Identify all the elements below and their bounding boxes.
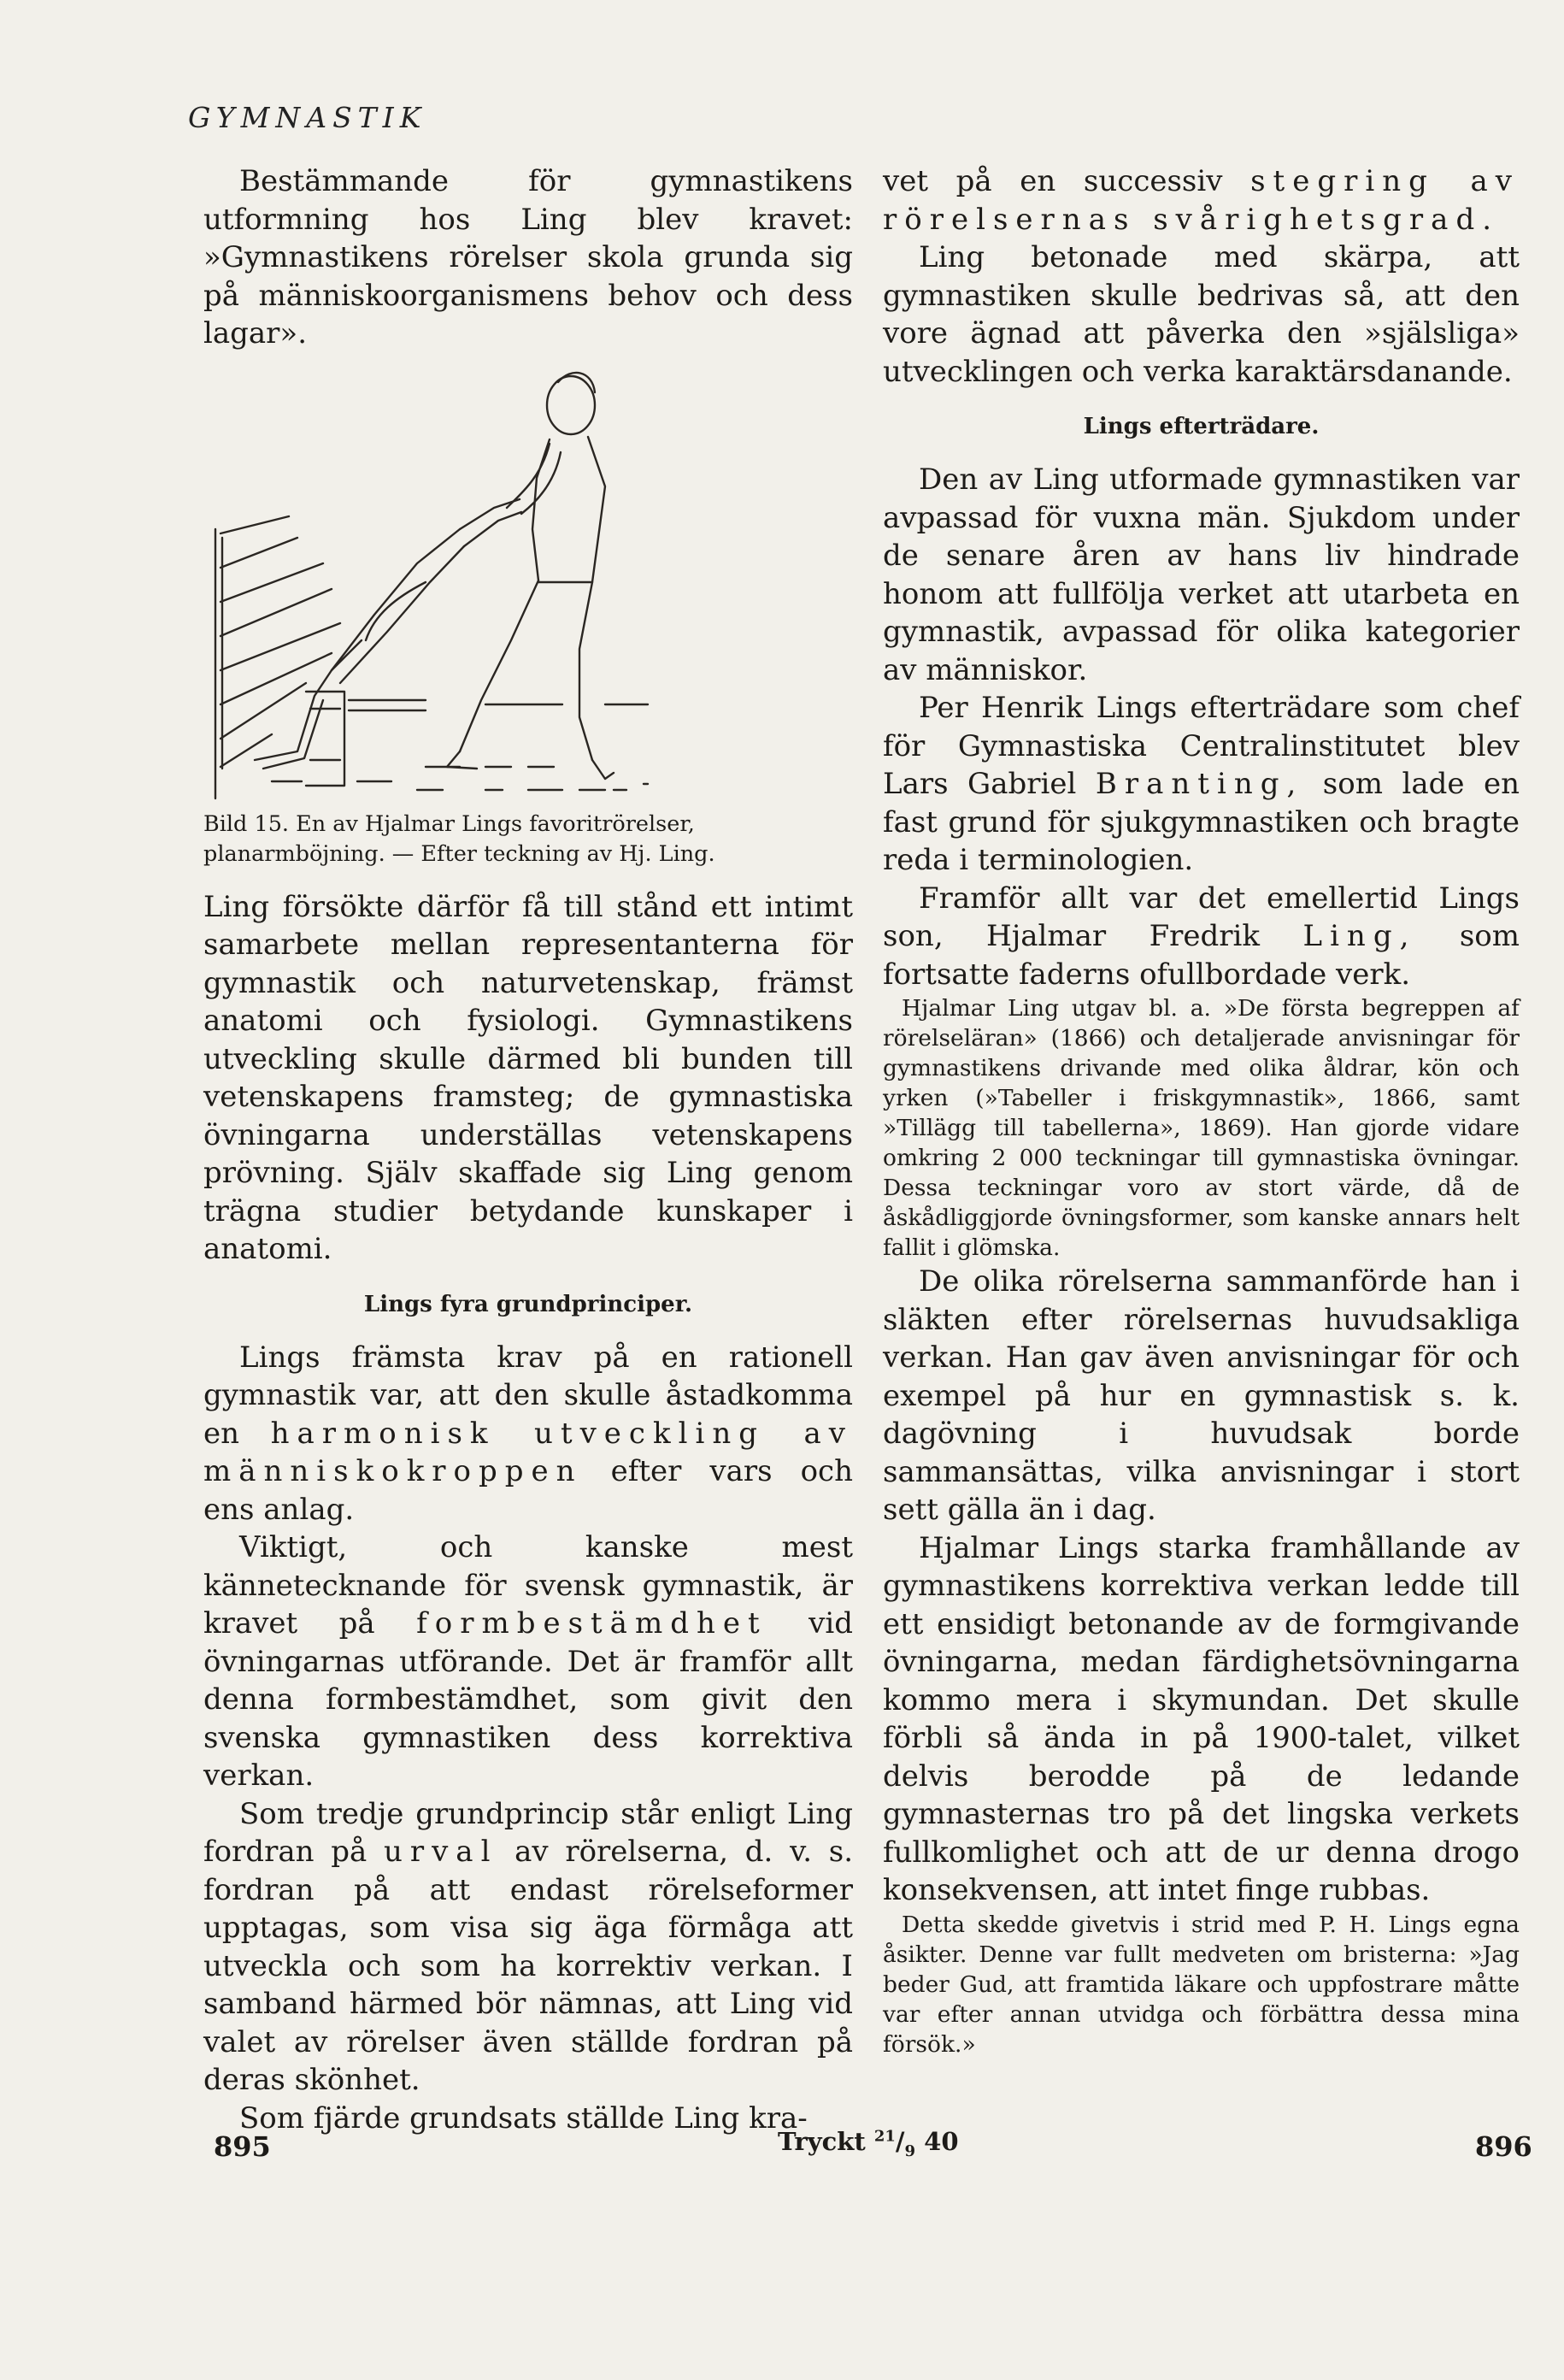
small-print-block-1 xyxy=(883,993,1520,1263)
print-label: Tryckt xyxy=(778,2127,866,2156)
text-span: som lade en fast grund för sjukgymnastiken och bragte reda i terminologien. xyxy=(883,767,1520,877)
spaced-emphasis: harmonisk utveckling av människokroppen xyxy=(203,1416,853,1488)
small-print-block-2 xyxy=(883,1910,1520,2059)
page-number-left: 895 xyxy=(214,2130,271,2163)
right-paragraph-6: De olika rörelserna sammanförde han i släkten efter rörelsernas huvudsakliga verkan. Han gav även anvisningar för och exempel på hur en gymnastisk s. k. dagövning i huvudsak borde sammansättas, vilka anvisningar i stort sett gälla än i dag. xyxy=(883,1264,1520,1527)
spaced-emphasis: formbestämdhet xyxy=(416,1606,767,1641)
text-span: som fortsatte faderns ofullbordade verk. xyxy=(883,919,1520,992)
right-paragraph-1 xyxy=(883,162,1520,239)
print-month: 9 xyxy=(904,2141,916,2160)
left-paragraph-4 xyxy=(203,1529,853,1795)
small-print-paragraph: Detta skedde givetvis i strid med P. H. Lings egna åsikter. Denne var fullt medveten om bristerna: »Jag beder Gud, att framtida läkare och uppfostrare måtte var efter annan utvidga och förbättra dessa mina försök.» xyxy=(883,1911,1520,2058)
spaced-emphasis: urval xyxy=(383,1835,498,1869)
figure-caption: Bild 15. En av Hjalmar Lings favoritrörelser, planarmböjning. — Efter teckning av Hj. Ling. xyxy=(203,810,715,867)
spaced-emphasis: stegring av rörelsernas svårighetsgrad. xyxy=(883,164,1520,237)
running-header: GYMNASTIK xyxy=(188,101,427,134)
spaced-emphasis: Ling, xyxy=(1302,919,1417,953)
left-paragraph-2: Ling försökte därför få till stånd ett intimt samarbete mellan representanterna för gymnastik och naturvetenskap, främst anatomi och fysiologi. Gymnastikens utveckling skulle därmed bli bunden till vetenskapens framsteg; de gymnastiska övningarna underställas vetenskapens prövning. Själv skaffade sig Ling genom trägna studier betydande kunskaper i anatomi. xyxy=(203,889,853,1266)
small-print-paragraph: Hjalmar Ling utgav bl. a. »De första begreppen af rörelseläran» (1866) och detaljerade anvisningar för gymnastikens drivande med olika åldrar, kön och yrken (»Tabeller i friskgymnastik», 1866, samt »Tillägg till tabellerna», 1869). Han gjorde vidare omkring 2 000 teckningar till gymnastiska övningar. Dessa teckningar voro av stort värde, då de åskådliggjorde övningsformer, som kanske annars helt fallit i glömska. xyxy=(883,995,1520,1261)
text-span: vid övningarnas utförande. Det är framför allt denna formbestämdhet, som givit den svenska gymnastiken dess korrektiva verkan. xyxy=(203,1606,854,1793)
right-paragraph-7: Hjalmar Lings starka framhållande av gymnastikens korrektiva verkan ledde till ett ensidigt betonande av de formgivande övningarna, medan färdighetsövningarna kommo mera i skymundan. Det skulle förbli så ända in på 1900-talet, vilket delvis berodde på de ledande gymnasternas tro på det lingska verkets fullkomlighet och att de ur denna drogo konsekvensen, att intet finge rubbas. xyxy=(883,1530,1520,1907)
text-span: Framför allt var det emellertid Lings son, Hjalmar Fredrik xyxy=(883,881,1520,953)
gymnastics-drawing-icon xyxy=(203,358,853,803)
right-column xyxy=(883,162,1520,2059)
text-span: Som tredje grundprincip står enligt Ling fordran på xyxy=(203,1796,853,1869)
text-span: Viktigt, och kanske mest kännetecknande för svensk gymnastik, är kravet på xyxy=(203,1530,853,1641)
left-column xyxy=(203,162,853,2137)
left-paragraph-6: Som fjärde grundsats ställde Ling kra- xyxy=(239,2100,808,2136)
right-paragraph-4 xyxy=(883,689,1520,880)
section-heading-grundprinciper: Lings fyra grundprinciper. xyxy=(363,1291,693,1317)
figure-planarmbojning xyxy=(203,358,853,803)
text-span: Lings främsta krav på en rationell gymnastik var, att den skulle åstadkomma en xyxy=(203,1340,853,1451)
left-paragraph-1: Bestämmande för gymnastikens utformning hos Ling blev kravet: »Gymnastikens rörelser skola grunda sig på människoorganismens behov och dess lagar». xyxy=(203,164,853,351)
page-number-right: 896 xyxy=(1475,2130,1532,2163)
left-paragraph-3 xyxy=(203,1339,853,1529)
section-heading-eftertradare: Lings efterträdare. xyxy=(1083,414,1320,439)
spaced-emphasis: Branting, xyxy=(1095,767,1304,801)
text-span: Per Henrik Lings efterträdare som chef för Gymnastiska Centralinstitutet blev Lars Gabriel xyxy=(883,691,1520,801)
right-paragraph-3: Den av Ling utformade gymnastiken var avpassad för vuxna män. Sjukdom under de senare åren av hans liv hindrade honom att fullfölja verket att utarbeta en gymnastik, avpassad för olika kategorier av människor. xyxy=(883,462,1520,687)
print-day: 21 xyxy=(873,2127,896,2146)
print-year: 40 xyxy=(924,2127,959,2156)
text-span: av rörelserna, d. v. s. fordran på att endast rörelseformer upptagas, som visa sig äga förmåga att utveckla och som ha korrektiv verkan. I samband härmed bör nämnas, att Ling vid valet av rörelser även ställde fordran på deras skönhet. xyxy=(203,1835,853,2097)
right-paragraph-2: Ling betonade med skärpa, att gymnastiken skulle bedrivas så, att den vore ägnad att påverka den »själsliga» utvecklingen och verka karaktärsdanande. xyxy=(883,240,1520,389)
text-span: efter vars och ens anlag. xyxy=(203,1454,853,1527)
text-span: vet på en successiv xyxy=(883,164,1223,198)
print-date: Tryckt $^{21}/_9$ 40 xyxy=(778,2127,959,2160)
left-paragraph-5 xyxy=(203,1795,853,2100)
right-paragraph-5 xyxy=(883,880,1520,994)
